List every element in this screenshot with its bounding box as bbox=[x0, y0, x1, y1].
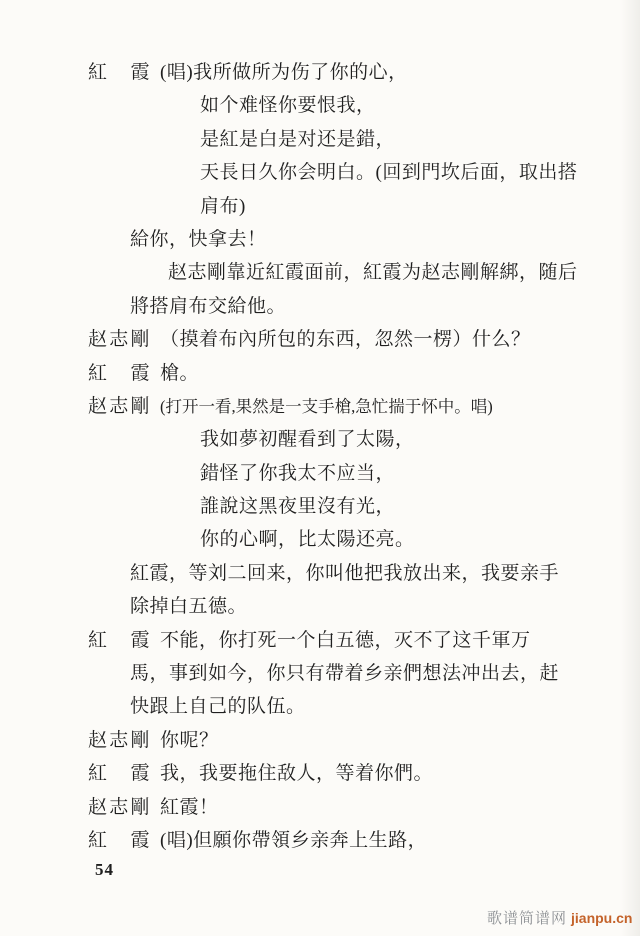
script-line bbox=[88, 791, 578, 824]
line-text: 誰說这黑夜里沒有光， bbox=[200, 496, 396, 518]
page-number: 54 bbox=[95, 860, 114, 879]
line-text: 是紅是白是对还是錯， bbox=[200, 128, 396, 150]
speaker-name: 紅 霞 bbox=[88, 362, 150, 384]
speaker-name: 赵志剛 bbox=[88, 395, 150, 417]
script-line bbox=[88, 657, 578, 690]
line-text: 給你，快拿去！ bbox=[130, 228, 267, 250]
line-text: 將搭肩布交給他。 bbox=[130, 295, 287, 317]
line-text: 紅霞！ bbox=[160, 796, 219, 818]
script-line bbox=[88, 690, 578, 723]
watermark bbox=[487, 907, 632, 928]
speaker-name: 赵志剛 bbox=[88, 729, 150, 751]
line-text: 我，我要拖住敌人，等着你們。 bbox=[160, 763, 434, 785]
watermark-url: jianpu.cn bbox=[571, 910, 633, 926]
speaker-name: 赵志剛 bbox=[88, 796, 150, 818]
speaker-name: 紅 霞 bbox=[88, 62, 150, 83]
script-line bbox=[88, 56, 578, 89]
script-line bbox=[88, 724, 578, 757]
line-text: 不能，你打死一个白五德，灭不了这千軍万 bbox=[160, 629, 531, 651]
script-line bbox=[88, 156, 578, 189]
script-line bbox=[88, 89, 578, 122]
script-line bbox=[88, 290, 578, 323]
line-text: 你呢？ bbox=[160, 729, 219, 751]
script-line bbox=[88, 390, 578, 423]
script-line bbox=[88, 457, 578, 490]
watermark-site-name: 歌谱简谱网 bbox=[487, 911, 568, 927]
line-text: 如个难怪你要恨我， bbox=[200, 95, 376, 117]
line-text: 我如夢初醒看到了太陽， bbox=[200, 429, 415, 451]
line-text: 槍。 bbox=[160, 362, 200, 384]
line-text: (唱)我所做所为伤了你的心， bbox=[160, 62, 408, 83]
script-line bbox=[88, 590, 578, 623]
line-text: 你的心啊，比太陽还亮。 bbox=[200, 529, 415, 551]
script-line bbox=[88, 624, 578, 657]
script-line bbox=[88, 423, 578, 456]
script-line bbox=[88, 256, 578, 289]
script-line bbox=[88, 223, 578, 256]
line-text: 天長日久你会明白。(回到門坎后面，取出搭 bbox=[200, 162, 578, 184]
script-line bbox=[88, 523, 578, 556]
speaker-name: 赵志剛 bbox=[88, 329, 150, 351]
script-line bbox=[88, 190, 578, 223]
script-line bbox=[88, 824, 578, 857]
line-text: (打开一看,果然是一支手槍,急忙揣于怀中。唱) bbox=[160, 396, 493, 416]
speaker-name: 紅 霞 bbox=[88, 629, 150, 651]
script-content bbox=[88, 56, 578, 857]
line-text: 快跟上自己的队伍。 bbox=[130, 696, 306, 718]
line-text: 肩布) bbox=[200, 195, 246, 217]
line-text: 除掉白五德。 bbox=[130, 596, 248, 618]
line-text: 赵志剛靠近紅霞面前，紅霞为赵志剛解綁，随后 bbox=[168, 262, 578, 284]
script-line bbox=[88, 557, 578, 590]
script-line bbox=[88, 357, 578, 390]
speaker-name: 紅 霞 bbox=[88, 763, 150, 785]
line-text: 紅霞，等刘二回来，你叫他把我放出来，我要亲手 bbox=[130, 562, 560, 584]
script-line bbox=[88, 123, 578, 156]
line-text: （摸着布內所包的东西，忽然一楞）什么？ bbox=[160, 329, 531, 351]
line-text: 錯怪了你我太不应当， bbox=[200, 462, 396, 484]
line-text: 馬，事到如今，你只有帶着乡亲們想法冲出去，赶 bbox=[130, 663, 560, 685]
speaker-name: 紅 霞 bbox=[88, 829, 150, 851]
script-line bbox=[88, 490, 578, 523]
script-line bbox=[88, 323, 578, 356]
script-line bbox=[88, 757, 578, 790]
line-text: (唱)但願你帶領乡亲奔上生路， bbox=[160, 829, 428, 851]
